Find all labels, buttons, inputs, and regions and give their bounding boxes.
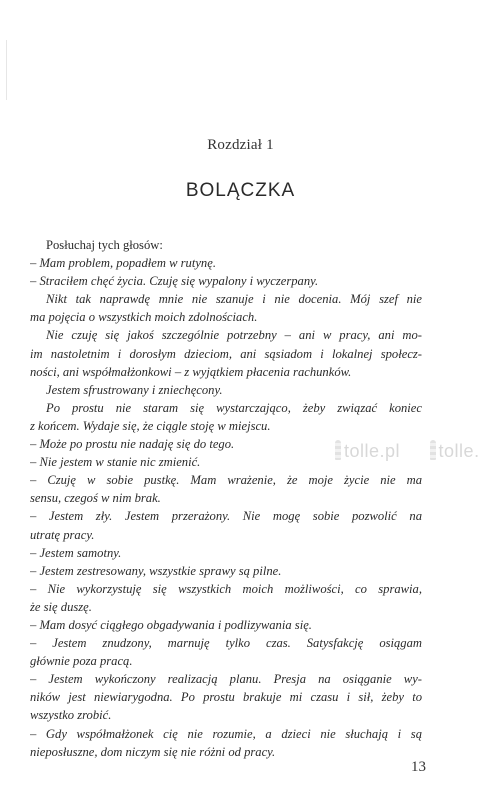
watermark-text: tolle.pl [344,441,401,461]
body-line: – Jestem wykończony realizacją planu. Presja na osiąganie wy- [30,672,422,687]
body-line: Nikt tak naprawdę mnie nie szanuje i nie docenia. Mój szef nie [46,292,422,307]
page-fold-line [6,40,7,100]
body-line: Jestem sfrustrowany i zniechęcony. [46,382,223,397]
body-line: Nie czuję się jakoś szczególnie potrzebny – ani w pracy, ani mo- [46,328,422,343]
body-line: ności, ani współmałżonkowi – z wyjątkiem płacenia rachunków. [30,364,352,379]
body-line: wszystko zrobić. [30,708,112,723]
body-line: z końcem. Wydaje się, że ciągle stoję w miejscu. [30,418,271,433]
watermark-item [430,440,480,462]
body-line: – Może po prostu nie nadaję się do tego. [30,437,235,452]
body-line: – Jestem znudzony, marnuję tylko czas. Satysfakcję osiągam [30,636,422,651]
watermark-text: tolle. [438,441,480,461]
body-text [30,236,422,761]
body-line: – Mam dosyć ciągłego obgadywania i podlizywania się. [30,617,312,632]
lighthouse-icon [430,440,436,460]
body-line: – Jestem zestresowany, wszystkie sprawy są pilne. [30,563,282,578]
body-line: Po prostu nie staram się wystarczająco, żeby związać koniec [46,400,422,415]
body-line: Posłuchaj tych głosów: [46,238,163,252]
body-line: – Nie wykorzystuję się wszystkich moich możliwości, co sprawia, [30,581,422,596]
body-line: ma pojęcia o wszystkich moich zdolnościach. [30,310,258,325]
body-line: – Jestem samotny. [30,545,122,560]
body-line: – Nie jestem w stanie nic zmienić. [30,455,201,470]
body-line: utratę pracy. [30,527,95,542]
body-line: – Gdy współmałżonek cię nie rozumie, a dzieci nie słuchają i są [30,726,422,741]
body-line: ników jest niewiarygodna. Po prostu brakuje mi czasu i sił, żeby to [30,690,422,705]
page-number: 13 [411,759,426,775]
body-line: im nastoletnim i dorosłym dzieciom, ani sąsiadom i lokalnej społecz- [30,346,422,361]
chapter-label: Rozdział 1 [207,137,274,153]
body-line: że się duszę. [30,599,92,614]
body-line: nieposłuszne, dom niczym się nie różni od pracy. [30,744,276,759]
body-line: głównie poza pracą. [30,654,133,669]
chapter-title: BOLĄCZKA [185,180,296,201]
body-line: – Straciłem chęć życia. Czuję się wypalony i wyczerpany. [30,274,319,289]
body-line: – Jestem zły. Jestem przerażony. Nie mogę sobie pozwolić na [30,509,422,524]
body-line: – Czuję w sobie pustkę. Mam wrażenie, że moje życie nie ma [30,473,422,488]
body-line: – Mam problem, popadłem w rutynę. [30,256,216,271]
body-line: sensu, czegoś w nim brak. [30,491,161,506]
